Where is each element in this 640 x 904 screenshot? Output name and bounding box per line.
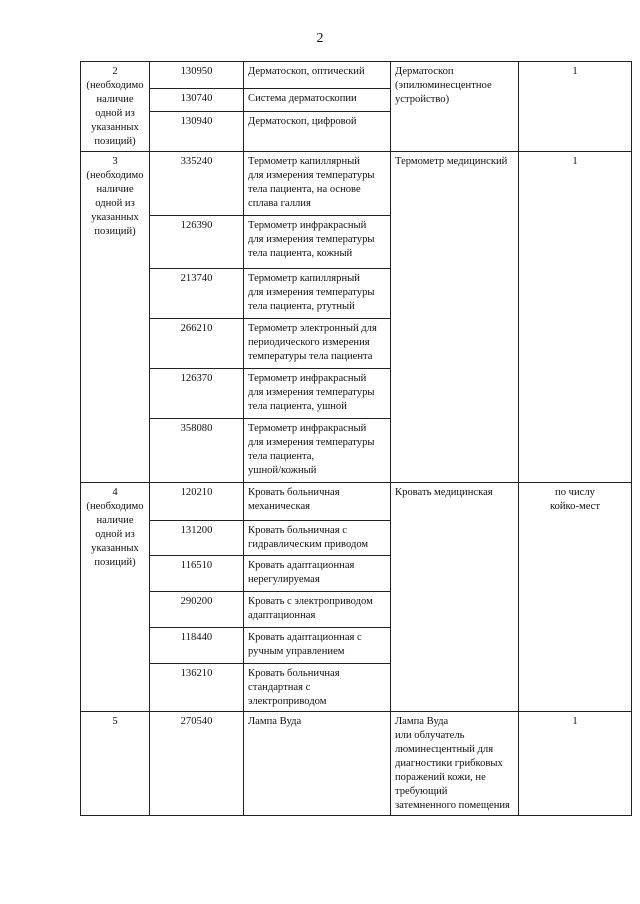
item-code-cell: 131200 — [150, 520, 244, 555]
item-name-cell — [244, 151, 391, 215]
item-name-cell — [244, 482, 391, 520]
item-name-line: сплава галлия — [248, 197, 311, 209]
item-code-cell: 136210 — [150, 663, 244, 711]
item-name-line: тела пациента, — [248, 450, 315, 462]
group-number-line: указанных — [91, 542, 139, 554]
item-name-line: гидравлическим приводом — [248, 538, 369, 550]
equipment-table-body — [81, 62, 632, 816]
item-name-line: температуры тела пациента — [248, 350, 373, 362]
item-name-cell — [244, 711, 391, 815]
item-name-line: Кровать с электроприводом — [248, 595, 373, 607]
group-number-line: позиций) — [94, 225, 136, 237]
group-name-line: Термометр медицинский — [395, 155, 508, 167]
group-name-line: поражений кожи, не — [395, 771, 486, 783]
group-number-line: позиций) — [94, 556, 136, 568]
item-name-line: механическая — [248, 500, 311, 512]
group-name-cell — [391, 482, 519, 711]
group-name-cell — [391, 62, 519, 152]
item-name-line: Кровать адаптационная — [248, 559, 355, 571]
item-name-cell — [244, 318, 391, 368]
item-name-cell — [244, 112, 391, 152]
group-number-cell — [81, 151, 150, 482]
item-name-cell — [244, 555, 391, 591]
quantity-line: 1 — [572, 155, 578, 167]
group-number-line: наличие — [96, 183, 134, 195]
group-name-line: (эпилюминесцентное — [395, 79, 492, 91]
table-row — [81, 482, 632, 520]
quantity-line: койко-мест — [549, 500, 600, 512]
item-name-line: Термометр инфракрасный — [248, 372, 367, 384]
quantity-line: 1 — [572, 66, 578, 77]
group-name-line: или облучатель — [395, 729, 465, 741]
quantity-line: по числу — [555, 486, 595, 498]
item-name-line: Термометр капиллярный — [248, 155, 360, 167]
group-number-line: (необходимо — [86, 79, 144, 91]
quantity-cell — [519, 711, 632, 815]
quantity-cell — [519, 62, 632, 152]
group-number-line: (необходимо — [86, 500, 144, 512]
item-name-line: для измерения температуры — [248, 169, 375, 181]
group-number-line: указанных — [91, 121, 139, 133]
item-name-cell — [244, 215, 391, 268]
item-name-line: тела пациента, ртутный — [248, 300, 355, 312]
item-name-line: стандартная с — [248, 681, 311, 693]
group-name-line: Лампа Вуда — [395, 715, 449, 727]
group-name-line: люминесцентный для — [395, 743, 494, 755]
group-number-line: (необходимо — [86, 169, 144, 181]
item-code-cell: 126390 — [150, 215, 244, 268]
item-name-cell — [244, 62, 391, 89]
item-name-line: нерегулируемая — [248, 573, 320, 585]
item-name-line: ушной/кожный — [248, 464, 317, 476]
item-name-line: для измерения температуры — [248, 436, 375, 448]
item-code-cell: 130940 — [150, 112, 244, 152]
group-name-line: требующий — [395, 785, 448, 797]
group-number-line: 2 — [112, 66, 118, 77]
group-number-line: позиций) — [94, 135, 136, 147]
group-number-line: одной из — [95, 197, 135, 209]
item-name-cell — [244, 663, 391, 711]
group-number-line: указанных — [91, 211, 139, 223]
group-number-cell — [81, 711, 150, 815]
item-name-line: Термометр инфракрасный — [248, 219, 367, 231]
group-name-line: диагностики грибковых — [395, 757, 503, 769]
item-name-line: Термометр инфракрасный — [248, 422, 367, 434]
item-name-cell — [244, 591, 391, 627]
group-number-cell — [81, 62, 150, 152]
item-name-line: периодического измерения — [248, 336, 370, 348]
item-code-cell: 130950 — [150, 62, 244, 89]
group-number-line: наличие — [96, 93, 134, 105]
quantity-line: 1 — [572, 715, 578, 727]
group-number-cell — [81, 482, 150, 711]
item-name-cell — [244, 88, 391, 112]
item-name-line: Термометр капиллярный — [248, 272, 360, 284]
group-number-line: 5 — [112, 715, 118, 727]
item-name-cell — [244, 368, 391, 418]
group-name-cell — [391, 711, 519, 815]
item-name-line: Дерматоскоп, цифровой — [248, 116, 357, 128]
item-code-cell: 335240 — [150, 151, 244, 215]
item-name-line: для измерения температуры — [248, 233, 375, 245]
item-name-cell — [244, 418, 391, 482]
group-name-line: затемненного помещения — [395, 799, 510, 811]
table-row — [81, 711, 632, 815]
item-name-line: тела пациента, кожный — [248, 247, 353, 259]
item-name-line: Система дерматоскопии — [248, 92, 357, 104]
item-name-line: Кровать больничная — [248, 486, 340, 498]
item-code-cell: 213740 — [150, 268, 244, 318]
item-name-line: Кровать больничная — [248, 667, 340, 679]
item-name-cell — [244, 268, 391, 318]
item-name-line: Лампа Вуда — [248, 715, 302, 727]
item-code-cell: 270540 — [150, 711, 244, 815]
item-name-line: Дерматоскоп, оптический — [248, 66, 365, 77]
item-name-line: тела пациента, на основе — [248, 183, 361, 195]
item-name-cell — [244, 627, 391, 663]
item-name-line: Кровать адаптационная с — [248, 631, 362, 643]
item-name-cell — [244, 520, 391, 555]
equipment-table — [80, 61, 632, 816]
group-number-line: одной из — [95, 107, 135, 119]
item-code-cell: 130740 — [150, 88, 244, 112]
quantity-cell — [519, 151, 632, 482]
item-code-cell: 118440 — [150, 627, 244, 663]
item-name-line: Кровать больничная с — [248, 524, 347, 536]
item-name-line: для измерения температуры — [248, 386, 375, 398]
item-name-line: адаптационная — [248, 609, 316, 621]
item-code-cell: 120210 — [150, 482, 244, 520]
group-number-line: 3 — [112, 155, 118, 167]
group-number-line: 4 — [112, 486, 118, 498]
group-name-cell — [391, 151, 519, 482]
group-name-line: устройство) — [395, 93, 450, 105]
group-name-line: Дерматоскоп — [395, 66, 454, 77]
item-code-cell: 358080 — [150, 418, 244, 482]
group-number-line: наличие — [96, 514, 134, 526]
quantity-cell — [519, 482, 632, 711]
item-name-line: Термометр электронный для — [248, 322, 377, 334]
table-row — [81, 62, 632, 89]
group-number-line: одной из — [95, 528, 135, 540]
group-name-line: Кровать медицинская — [395, 486, 493, 498]
item-name-line: электроприводом — [248, 695, 327, 707]
page-number: 2 — [316, 31, 324, 46]
item-code-cell: 116510 — [150, 555, 244, 591]
item-code-cell: 266210 — [150, 318, 244, 368]
item-name-line: для измерения температуры — [248, 286, 375, 298]
table-row — [81, 151, 632, 215]
item-name-line: тела пациента, ушной — [248, 400, 347, 412]
item-code-cell: 126370 — [150, 368, 244, 418]
item-name-line: ручным управлением — [248, 645, 345, 657]
item-code-cell: 290200 — [150, 591, 244, 627]
